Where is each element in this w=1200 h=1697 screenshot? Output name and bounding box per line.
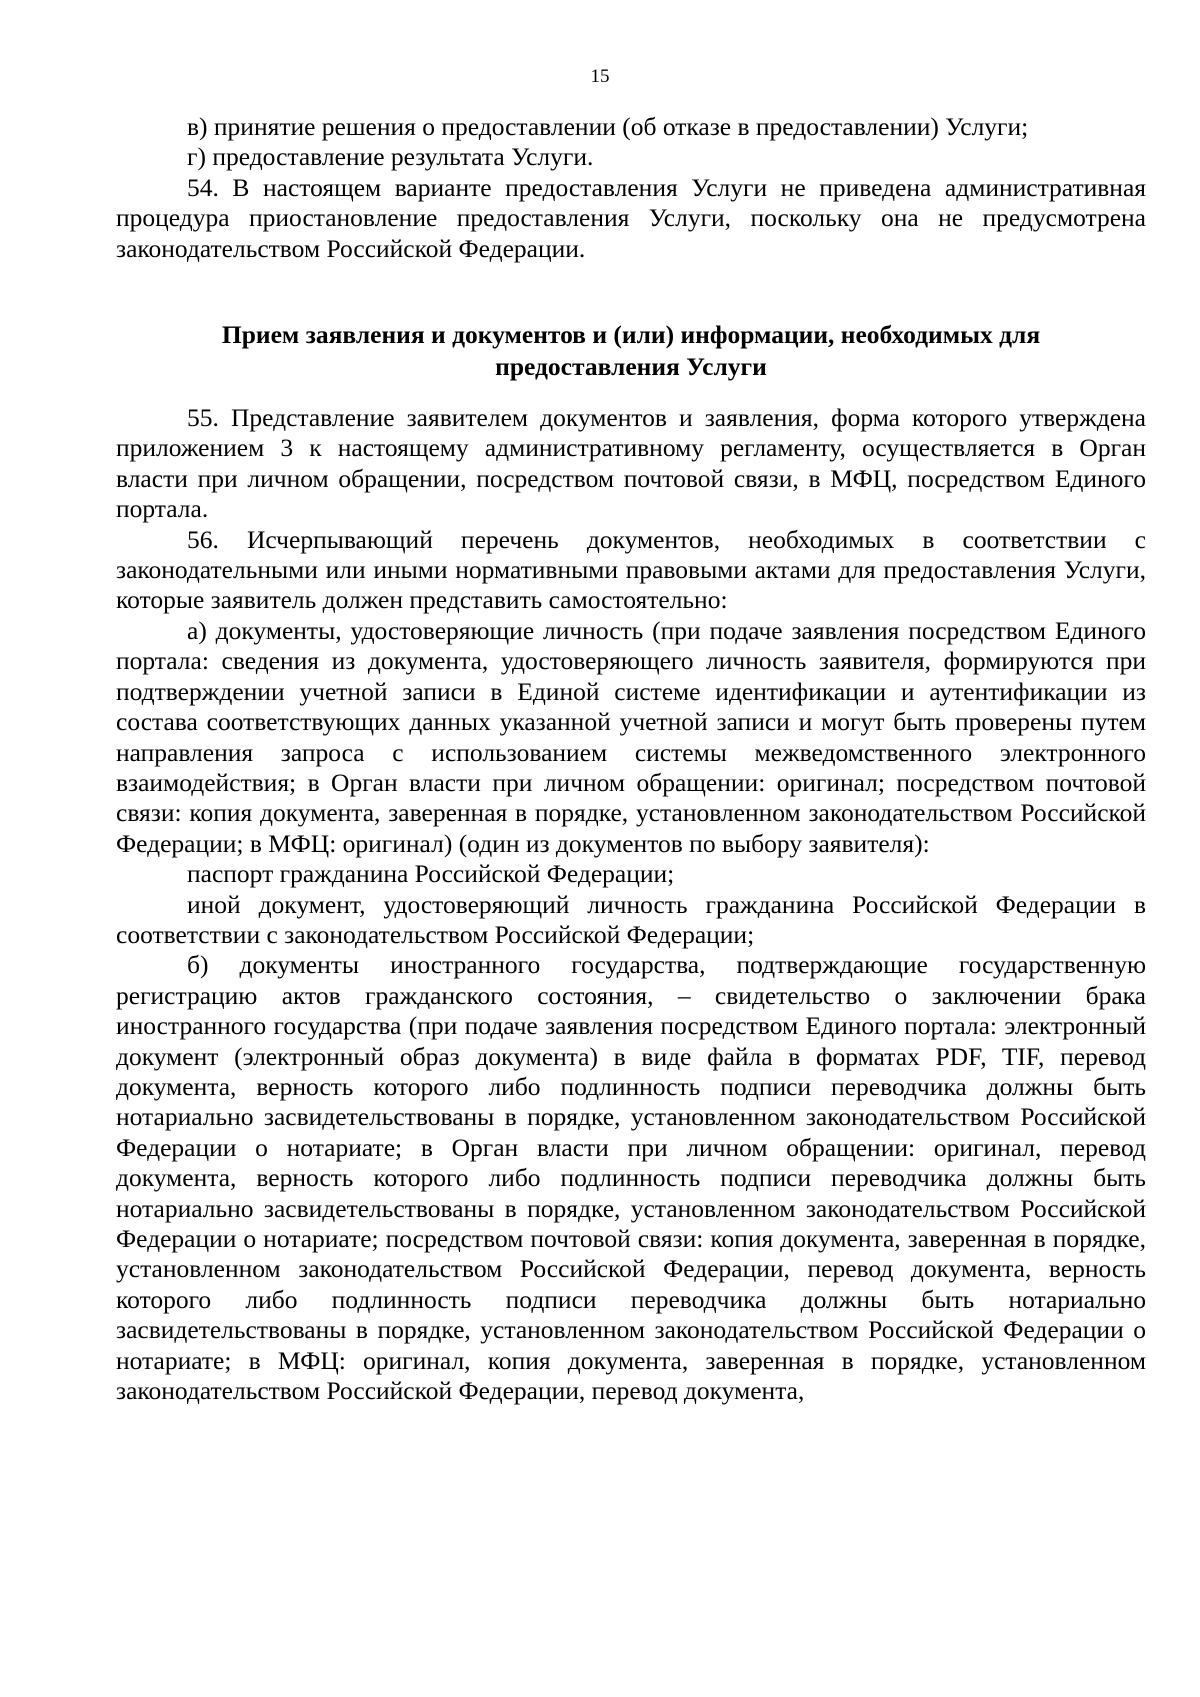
document-body [116, 112, 1146, 1406]
paragraph-56: 56. Исчерпывающий перечень документов, необходимых в соответствии с законодательными или иными нормативными правовыми актами для предоставления Услуги, которые заявитель должен представить самостоятельно: [116, 524, 1146, 615]
section-heading-line-1: Прием заявления и документов и (или) информации, необходимых для [221, 320, 1041, 350]
paragraph-other-document: иной документ, удостоверяющий личность гражданина Российской Федерации в соответствии с законодательством Российской Федерации; [116, 889, 1146, 949]
paragraph-54: 54. В настоящем варианте предоставления Услуги не приведена административная процедура приостановление предоставления Услуги, поскольку она не предусмотрена законодательством Российской Федерации. [116, 172, 1146, 263]
section-heading-line-2: предоставления Услуги [495, 352, 767, 382]
paragraph-item-a: а) документы, удостоверяющие личность (при подаче заявления посредством Единого портала: сведения из документа, удостоверяющего личность заявителя, формируются при подтверждении учетной записи в Единой системе идентификации и аутентификации из состава соответствующих данных указанной учетной записи и могут быть проверены путем направления запроса с использованием системы межведомственного электронного взаимодействия; в Орган власти при личном обращении: оригинал; посредством почтовой связи: копия документа, заверенная в порядке, установленном законодательством Российской Федерации; в МФЦ: оригинал) (один из документов по выбору заявителя): [116, 615, 1146, 858]
paragraph-item-g: г) предоставление результата Услуги. [187, 142, 594, 172]
paragraph-item-v: в) принятие решения о предоставлении (об отказе в предоставлении) Услуги; [187, 112, 1029, 141]
paragraph-passport: паспорт гражданина Российской Федерации; [187, 859, 675, 889]
paragraph-55: 55. Представление заявителем документов и заявления, форма которого утверждена приложением 3 к настоящему административному регламенту, осуществляется в Орган власти при личном обращении, посредством почтовой связи, в МФЦ, посредством Единого портала. [116, 403, 1146, 524]
page-number: 15 [590, 66, 610, 87]
section-heading [116, 319, 1146, 383]
paragraph-item-b: б) документы иностранного государства, подтверждающие государственную регистрацию актов гражданского состояния, – свидетельство о заключении брака иностранного государства (при подаче заявления посредством Единого портала: электронный документ (электронный образ документа) в виде файла в форматах PDF, TIF, перевод документа, верность которого либо подлинность подписи переводчика должны быть нотариально засвидетельствованы в порядке, установленном законодательством Российской Федерации о нотариате; в Орган власти при личном обращении: оригинал, перевод документа, верность которого либо подлинность подписи переводчика должны быть нотариально засвидетельствованы в порядке, установленном законодательством Российской Федерации о нотариате; посредством почтовой связи: копия документа, заверенная в порядке, установленном законодательством Российской Федерации, перевод документа, верность которого либо подлинность подписи переводчика должны быть нотариально засвидетельствованы в порядке, установленном законодательством Российской Федерации о нотариате; в МФЦ: оригинал, копия документа, заверенная в порядке, установленном законодательством Российской Федерации, перевод документа, [116, 950, 1146, 1406]
